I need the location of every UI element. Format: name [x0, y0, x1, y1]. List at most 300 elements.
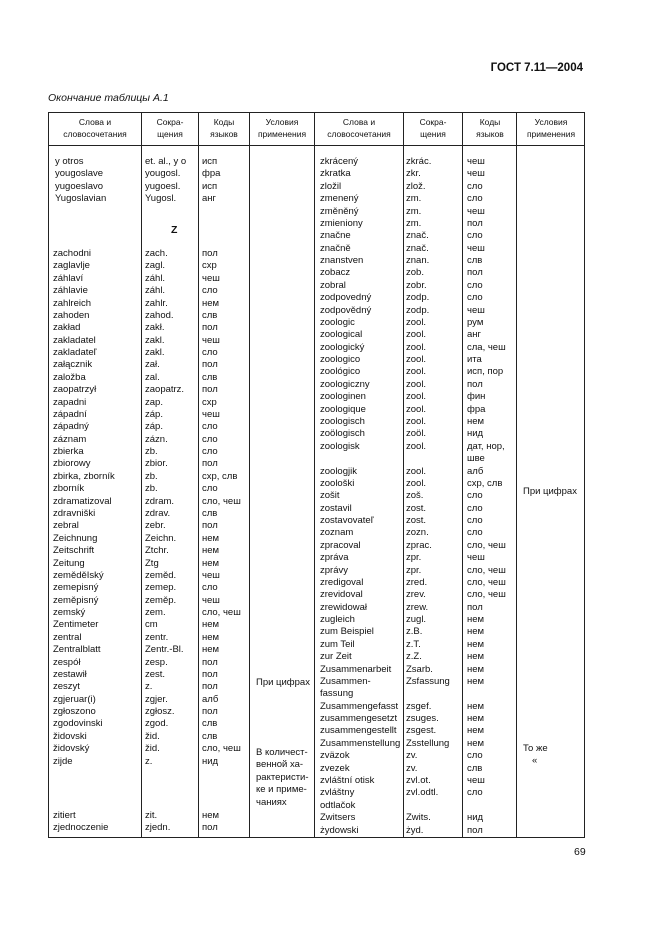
- cell-code: сло, чеш: [467, 539, 506, 551]
- cell-abbr: zool.: [406, 341, 427, 353]
- cell-abbr: zesp.: [145, 656, 168, 668]
- cell-abbr: zugl.: [406, 614, 427, 626]
- cell-abbr: zozn.: [406, 527, 429, 539]
- cell-code: нем: [202, 644, 220, 656]
- cell-abbr: zool.: [406, 329, 427, 341]
- cell-word: zoologjik: [320, 465, 357, 477]
- cell-word: zum Beispiel: [320, 626, 374, 638]
- cell-abbr: zagl.: [145, 260, 166, 272]
- cell-word: zeszyt: [53, 681, 80, 693]
- cell-code: нем: [467, 663, 485, 675]
- cell-code: пол: [202, 706, 218, 718]
- cell-abbr: yugoesl.: [145, 180, 181, 192]
- cell-code: пол: [202, 656, 218, 668]
- cell-code: пол: [467, 378, 483, 390]
- condition-note: В количест-венной ха-рактеристи-ке и приме-чаниях: [256, 747, 309, 808]
- header-codes: Коды языков: [210, 117, 238, 139]
- abbreviation-table: [48, 112, 585, 838]
- cell-word: značne: [320, 230, 351, 242]
- cell-code: нем: [467, 614, 485, 626]
- document-id: ГОСТ 7.11—2004: [490, 62, 583, 74]
- cell-code: пол: [202, 520, 218, 532]
- cell-abbr: zdram.: [145, 495, 175, 507]
- cell-abbr: Ztchr.: [145, 545, 169, 557]
- cell-abbr: zm.: [406, 193, 422, 205]
- cell-code: нем: [467, 638, 485, 650]
- cell-word: zoološki: [320, 477, 355, 489]
- cell-word: zobral: [320, 279, 346, 291]
- cell-code: чеш: [202, 594, 220, 606]
- cell-code: сло: [467, 750, 483, 762]
- cell-word: zemepisný: [53, 582, 99, 594]
- cell-code: пол: [467, 824, 483, 836]
- cell-word: zostavil: [320, 502, 352, 514]
- cell-code: нид: [467, 428, 484, 440]
- cell-abbr: Ztg: [145, 557, 159, 569]
- cell-code: слв: [202, 507, 218, 519]
- cell-word: zentral: [53, 631, 82, 643]
- cell-abbr: zaopatrz.: [145, 384, 185, 396]
- cell-word: zaglavlje: [53, 260, 90, 272]
- cell-word: zestawił: [53, 668, 87, 680]
- cell-word: založba: [53, 371, 86, 383]
- cell-word: zoologisk: [320, 440, 360, 452]
- cell-code: чеш: [202, 272, 220, 284]
- cell-abbr: zool.: [406, 465, 427, 477]
- cell-code: нем: [467, 737, 485, 749]
- cell-code: нем: [202, 810, 220, 821]
- center-divider: [314, 113, 315, 837]
- cell-code: шве: [467, 453, 485, 465]
- cell-word: zapadni: [53, 396, 87, 408]
- cell-word: zugleich: [320, 614, 355, 626]
- cell-abbr: zgłosz.: [145, 706, 175, 718]
- cell-abbr: Zwits.: [406, 812, 431, 824]
- cell-abbr: zv.: [406, 750, 418, 762]
- cell-code: нем: [467, 651, 485, 663]
- cell-abbr: znan.: [406, 255, 430, 267]
- cell-code: пол: [202, 681, 218, 693]
- cell-code: нем: [467, 725, 485, 737]
- section-letter-z: Z: [171, 224, 178, 236]
- cell-code: нем: [467, 675, 485, 687]
- cell-word: západný: [53, 421, 89, 433]
- cell-word: zoologický: [320, 341, 365, 353]
- cell-abbr: zobr.: [406, 279, 427, 291]
- cell-code: сла, чеш: [467, 341, 506, 353]
- cell-word: záznam: [53, 433, 87, 445]
- cell-abbr: znač.: [406, 230, 429, 242]
- col-divider: [198, 113, 199, 837]
- cell-word: zaopatrzył: [53, 384, 97, 396]
- cell-word: zredigoval: [320, 576, 364, 588]
- cell-abbr: zb.: [145, 446, 158, 458]
- cell-code: исп: [202, 180, 218, 192]
- cell-abbr: zm.: [406, 217, 422, 229]
- cell-abbr: zkrác.: [406, 156, 432, 167]
- cell-code: чеш: [467, 552, 485, 564]
- cell-abbr: záp.: [145, 408, 163, 420]
- cell-word: zachodni: [53, 248, 92, 259]
- cell-abbr: zost.: [406, 515, 427, 527]
- cell-abbr: záhl.: [145, 272, 166, 284]
- cell-word: zoologisch: [320, 415, 365, 427]
- cell-abbr: zjedn.: [145, 822, 171, 834]
- col-divider: [403, 113, 404, 837]
- cell-code: схр, слв: [467, 477, 503, 489]
- cell-word: zdramatizoval: [53, 495, 112, 507]
- cell-word: zgodovinski: [53, 718, 103, 730]
- cell-code: чеш: [202, 408, 220, 420]
- cell-code: чеш: [202, 569, 220, 581]
- cell-code: пол: [467, 217, 483, 229]
- header-divider: [49, 145, 584, 146]
- cell-abbr: Zsarb.: [406, 663, 433, 675]
- col-divider: [516, 113, 517, 837]
- cell-word: Zeichnung: [53, 532, 98, 544]
- cell-code: слв: [202, 730, 218, 742]
- cell-word: zoologique: [320, 403, 366, 415]
- cell-abbr: zem.: [145, 607, 166, 619]
- cell-code: пол: [202, 822, 218, 834]
- cell-word: zborník: [53, 483, 85, 495]
- cell-abbr: zeměp.: [145, 594, 177, 606]
- cell-word: zrewidował: [320, 601, 367, 613]
- cell-code: сло, чеш: [467, 589, 506, 601]
- cell-code: сло: [467, 230, 483, 242]
- cell-abbr: zsuges.: [406, 713, 439, 725]
- cell-abbr: zrew.: [406, 601, 429, 613]
- cell-abbr: žid.: [145, 743, 160, 755]
- cell-abbr: zprac.: [406, 539, 432, 551]
- cell-abbr: zahod.: [145, 309, 174, 321]
- cell-word: zebral: [53, 520, 79, 532]
- cell-code: исп, пор: [467, 366, 504, 378]
- cell-word: zrevidoval: [320, 589, 363, 601]
- cell-abbr: z.: [145, 681, 153, 693]
- cell-word: zoologinen: [320, 391, 366, 403]
- cell-abbr: zoš.: [406, 490, 424, 502]
- cell-abbr: zvl.ot.: [406, 775, 431, 786]
- cell-code: сло: [202, 421, 218, 433]
- cell-word: zitiert: [53, 810, 76, 821]
- cell-code: чеш: [467, 205, 485, 217]
- cell-word: Zeitschrift: [53, 545, 95, 557]
- cell-abbr: zest.: [145, 668, 166, 680]
- cell-abbr: znač.: [406, 242, 429, 254]
- cell-code: нем: [467, 626, 485, 638]
- cell-word: zväzok: [320, 750, 350, 762]
- cell-word: zakladateľ: [53, 347, 97, 359]
- header-abbr: Сокра-щения: [156, 117, 184, 139]
- cell-word: zkrácený: [320, 156, 359, 167]
- cell-code: пол: [202, 458, 218, 470]
- cell-word: zmenený: [320, 193, 359, 205]
- cell-abbr: zb.: [145, 470, 158, 482]
- cell-code: рум: [467, 316, 484, 328]
- cell-abbr: zpr.: [406, 564, 422, 576]
- cell-word: záhlavie: [53, 285, 88, 297]
- cell-abbr: zahlr.: [145, 297, 168, 309]
- cell-code: пол: [202, 668, 218, 680]
- cell-abbr: zpr.: [406, 552, 422, 564]
- cell-word: zmieniony: [320, 217, 363, 229]
- cell-code: сло, чеш: [202, 607, 241, 619]
- cell-abbr: zsgest.: [406, 725, 437, 737]
- cell-word: zjednoczenie: [53, 822, 109, 834]
- cell-abbr: zit.: [145, 810, 158, 821]
- cell-abbr: zred.: [406, 576, 428, 588]
- cell-abbr: zob.: [406, 267, 424, 279]
- cell-code: анг: [202, 193, 216, 205]
- cell-abbr: zv.: [406, 762, 418, 774]
- cell-abbr: Zsfassung: [406, 675, 450, 687]
- cell-word: zakład: [53, 322, 81, 334]
- cell-code: фра: [467, 403, 486, 415]
- cell-word: zbirka, zborník: [53, 470, 115, 482]
- cell-abbr: Zsstellung: [406, 737, 450, 749]
- page-number: 69: [574, 846, 586, 858]
- cell-abbr: žid.: [145, 730, 160, 742]
- cell-word: zakladatel: [53, 334, 96, 346]
- cell-code: нем: [202, 557, 220, 569]
- cell-code: сло: [467, 502, 483, 514]
- cell-word: zobacz: [320, 267, 351, 279]
- cell-code: пол: [467, 601, 483, 613]
- header-codes: Коды языков: [476, 117, 504, 139]
- header-abbr: Сокра-щения: [419, 117, 447, 139]
- cell-abbr: zool.: [406, 378, 427, 390]
- cell-abbr: zodp.: [406, 292, 430, 304]
- cell-abbr: zoöl.: [406, 428, 427, 440]
- cell-code: сло, чеш: [467, 576, 506, 588]
- cell-abbr: zool.: [406, 391, 427, 403]
- cell-code: чеш: [202, 334, 220, 346]
- cell-code: сло: [202, 285, 218, 297]
- cell-abbr: yougosl.: [145, 168, 181, 180]
- cell-abbr: zool.: [406, 403, 427, 415]
- cell-abbr: zool.: [406, 366, 427, 378]
- cell-word: západní: [53, 408, 87, 420]
- cell-word: zeměpisný: [53, 594, 99, 606]
- cell-word: odtlačok: [320, 799, 356, 811]
- cell-code: нем: [202, 532, 220, 544]
- cell-word: zum Teil: [320, 638, 355, 650]
- cell-word: zur Zeit: [320, 651, 352, 663]
- condition-note: При цифрах: [256, 677, 310, 688]
- cell-word: Zentimeter: [53, 619, 99, 631]
- cell-code: пол: [202, 248, 218, 259]
- cell-code: сло: [202, 582, 218, 594]
- cell-word: Zusammenstellung: [320, 737, 401, 749]
- cell-word: zusammengestellt: [320, 725, 397, 737]
- cell-word: zoological: [320, 329, 363, 341]
- cell-word: zodpovědný: [320, 304, 372, 316]
- cell-abbr: záp.: [145, 421, 163, 433]
- cell-word: změněný: [320, 205, 359, 217]
- cell-word: zoznam: [320, 527, 354, 539]
- cell-code: сло: [467, 279, 483, 291]
- cell-abbr: záhl.: [145, 285, 166, 297]
- cell-word: znanstven: [320, 255, 364, 267]
- cell-code: пол: [202, 359, 218, 371]
- cell-word: y otros: [55, 156, 84, 167]
- cell-code: чеш: [467, 242, 485, 254]
- table-caption: Окончание таблицы А.1: [48, 92, 169, 104]
- cell-word: zespół: [53, 656, 81, 668]
- cell-code: чеш: [467, 775, 485, 786]
- cell-abbr: zvl.odtl.: [406, 787, 439, 799]
- cell-word: Zeitung: [53, 557, 85, 569]
- col-divider: [141, 113, 142, 837]
- cell-abbr: cm: [145, 619, 158, 631]
- cell-word: yougoslave: [55, 168, 104, 180]
- cell-word: zijde: [53, 755, 73, 767]
- condition-note: При цифрах: [523, 486, 577, 497]
- cell-word: Yugoslavian: [55, 193, 107, 205]
- cell-word: załącznik: [53, 359, 93, 371]
- cell-code: сло: [202, 347, 218, 359]
- cell-word: zpráva: [320, 552, 349, 564]
- cell-abbr: zool.: [406, 354, 427, 366]
- cell-abbr: zool.: [406, 440, 427, 452]
- cell-code: нем: [202, 545, 220, 557]
- cell-abbr: z.B.: [406, 626, 423, 638]
- cell-word: Zusammen-: [320, 675, 371, 687]
- cell-code: пол: [202, 322, 218, 334]
- header-word: Слова и словосочетания: [63, 117, 127, 139]
- cell-word: Zusammengefasst: [320, 700, 399, 712]
- cell-word: zoologic: [320, 316, 355, 328]
- cell-word: zošit: [320, 490, 340, 502]
- cell-word: zvezek: [320, 762, 350, 774]
- cell-abbr: zlož.: [406, 180, 426, 192]
- cell-word: zbierka: [53, 446, 84, 458]
- cell-code: сло, чеш: [202, 495, 241, 507]
- cell-word: zahlreich: [53, 297, 92, 309]
- cell-abbr: zeměd.: [145, 569, 177, 581]
- cell-word: yugoeslavo: [55, 180, 104, 192]
- cell-abbr: Zentr.-Bl.: [145, 644, 184, 656]
- condition-note: «: [532, 755, 538, 766]
- cell-word: značně: [320, 242, 351, 254]
- cell-abbr: zsgef.: [406, 700, 432, 712]
- cell-word: Zentralblatt: [53, 644, 101, 656]
- cell-code: сло, чеш: [202, 743, 241, 755]
- cell-word: židovský: [53, 743, 90, 755]
- cell-code: сло: [467, 490, 483, 502]
- cell-code: сло: [467, 292, 483, 304]
- cell-abbr: zakl.: [145, 334, 165, 346]
- cell-code: сло: [467, 515, 483, 527]
- cell-code: нем: [202, 297, 220, 309]
- cell-word: zoologico: [320, 354, 361, 366]
- cell-abbr: zgod.: [145, 718, 169, 730]
- cell-word: zeměděIský: [53, 569, 104, 581]
- cell-abbr: zał.: [145, 359, 160, 371]
- cell-code: пол: [202, 384, 218, 396]
- cell-code: сло: [467, 787, 483, 799]
- cell-code: слв: [467, 255, 483, 267]
- cell-code: алб: [202, 693, 219, 705]
- cell-code: чеш: [467, 156, 485, 167]
- cell-code: нем: [202, 619, 220, 631]
- cell-word: zvláštní otisk: [320, 775, 375, 786]
- condition-note: То же: [523, 743, 548, 754]
- cell-word: Zwitsers: [320, 812, 356, 824]
- cell-code: нем: [202, 631, 220, 643]
- cell-abbr: z.T.: [406, 638, 421, 650]
- cell-word: zoölogisch: [320, 428, 365, 440]
- cell-word: zgjeruar(i): [53, 693, 96, 705]
- cell-word: zusammengesetzt: [320, 713, 398, 725]
- cell-word: zkratka: [320, 168, 351, 180]
- cell-abbr: zkr.: [406, 168, 421, 180]
- cell-code: нем: [467, 700, 485, 712]
- cell-code: сло: [467, 193, 483, 205]
- cell-code: сло: [202, 433, 218, 445]
- cell-code: пол: [467, 267, 483, 279]
- cell-word: zdravniški: [53, 507, 96, 519]
- cell-abbr: Yugosl.: [145, 193, 177, 205]
- cell-code: схр: [202, 260, 217, 272]
- cell-abbr: zebr.: [145, 520, 166, 532]
- cell-abbr: zap.: [145, 396, 163, 408]
- cell-abbr: zázn.: [145, 433, 168, 445]
- cell-word: zahoden: [53, 309, 90, 321]
- cell-abbr: zdrav.: [145, 507, 171, 519]
- cell-abbr: żyd.: [406, 824, 424, 836]
- cell-code: нем: [467, 415, 485, 427]
- cell-word: zgłoszono: [53, 706, 96, 718]
- cell-code: фра: [202, 168, 221, 180]
- cell-word: zprávy: [320, 564, 348, 576]
- cell-code: дат, нор,: [467, 440, 505, 452]
- cell-code: нид: [202, 755, 219, 767]
- cell-abbr: zb.: [145, 483, 158, 495]
- cell-word: Zusammenarbeit: [320, 663, 392, 675]
- cell-abbr: zodp.: [406, 304, 430, 316]
- cell-word: zbiorowy: [53, 458, 91, 470]
- cell-abbr: zool.: [406, 316, 427, 328]
- cell-code: слв: [202, 718, 218, 730]
- cell-word: židovski: [53, 730, 87, 742]
- cell-abbr: zool.: [406, 477, 427, 489]
- cell-code: нем: [467, 713, 485, 725]
- cell-word: zostavovateľ: [320, 515, 374, 527]
- cell-code: анг: [467, 329, 481, 341]
- cell-word: zemský: [53, 607, 86, 619]
- cell-abbr: zbior.: [145, 458, 168, 470]
- cell-code: алб: [467, 465, 484, 477]
- cell-code: нид: [467, 812, 484, 824]
- cell-code: схр: [202, 396, 217, 408]
- cell-abbr: zemep.: [145, 582, 177, 594]
- cell-abbr: zgjer.: [145, 693, 168, 705]
- col-divider: [249, 113, 250, 837]
- cell-code: исп: [202, 156, 218, 167]
- cell-abbr: zool.: [406, 415, 427, 427]
- cell-abbr: zach.: [145, 248, 168, 259]
- header-word: Слова и словосочетания: [327, 117, 391, 139]
- cell-code: сло: [467, 527, 483, 539]
- cell-word: zoologiczny: [320, 378, 370, 390]
- cell-word: zodpovedný: [320, 292, 372, 304]
- cell-abbr: zost.: [406, 502, 427, 514]
- cell-code: слв: [467, 762, 483, 774]
- cell-code: ита: [467, 354, 482, 366]
- cell-code: сло, чеш: [467, 564, 506, 576]
